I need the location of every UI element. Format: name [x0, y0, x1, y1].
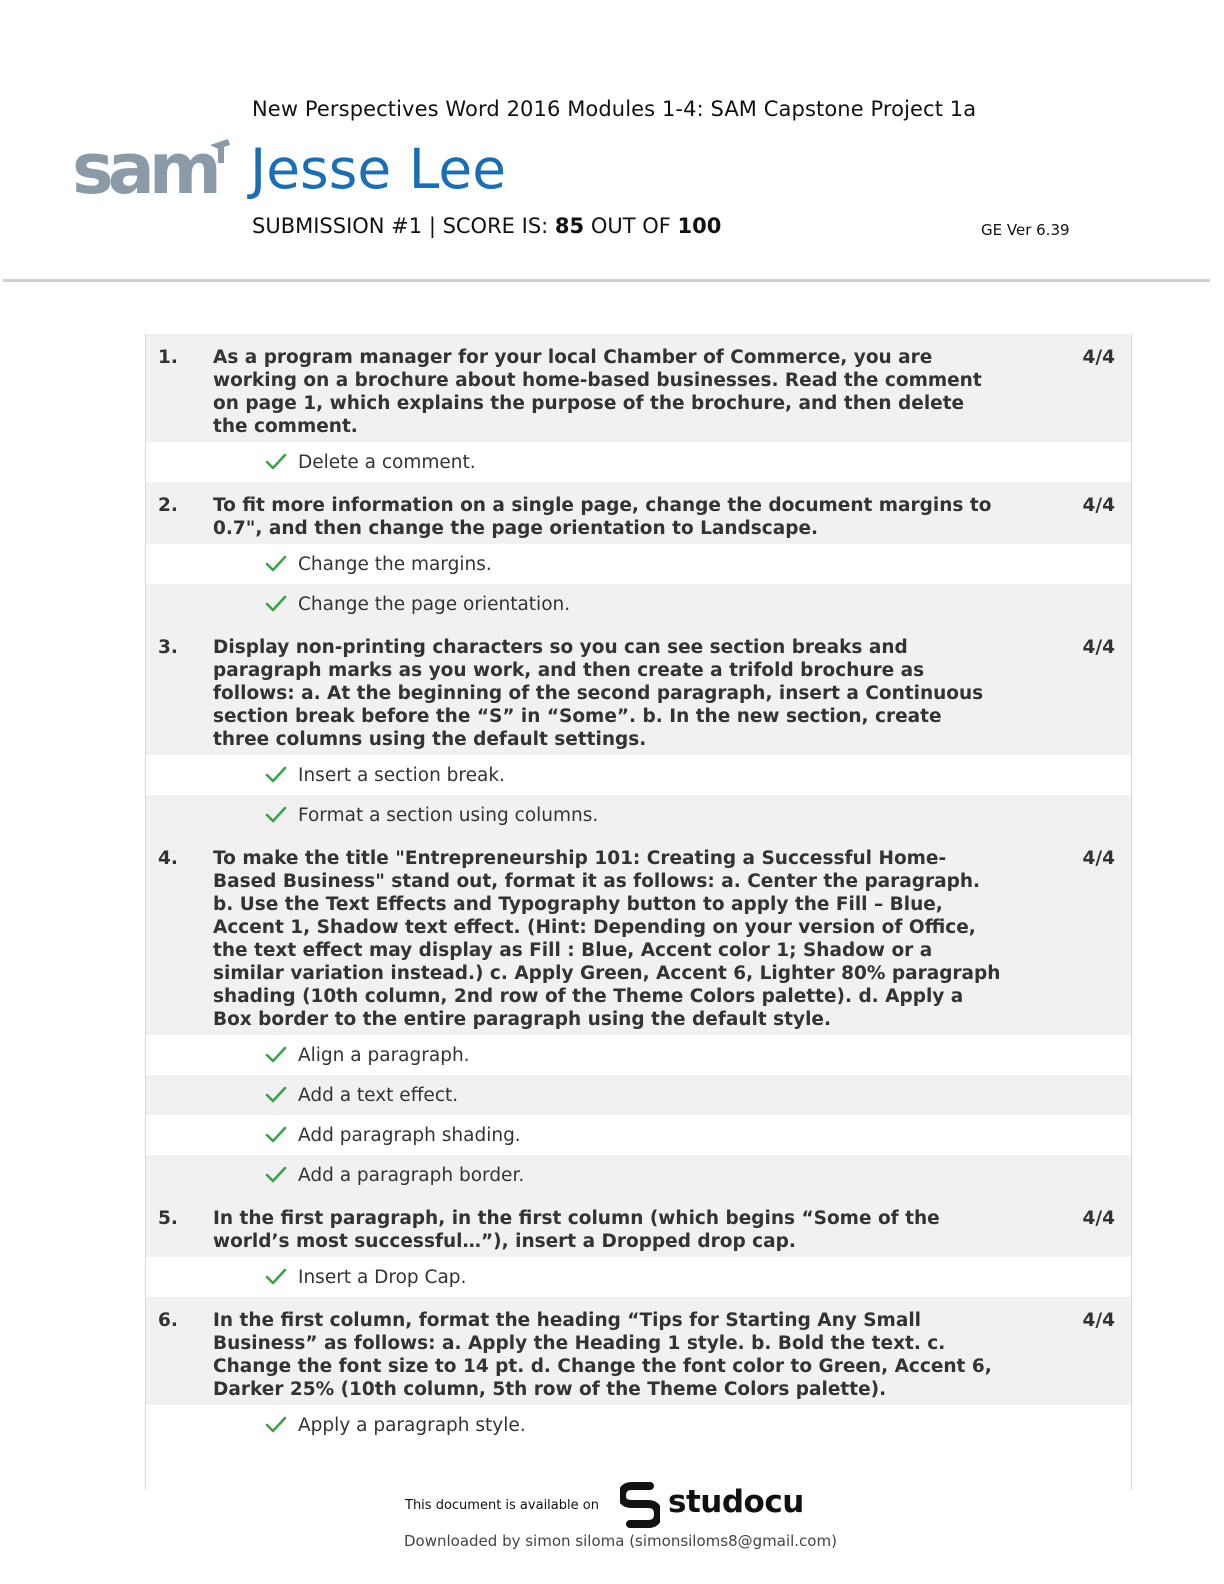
task-number: 4. — [158, 848, 178, 869]
checkmark-icon — [264, 765, 288, 785]
task-number: 5. — [158, 1208, 178, 1229]
subtask-label: Change the page orientation. — [298, 593, 571, 615]
checkmark-icon — [264, 452, 288, 472]
task-number: 2. — [158, 495, 178, 516]
footer-downloaded-by: Downloaded by simon siloma (simonsiloms8@gmail.com) — [404, 1532, 837, 1550]
svg-text:sam: sam — [72, 135, 216, 197]
task-description: In the first column, format the heading “Tips for Starting Any Small Business” as follows: a. Apply the Heading 1 style. b. Bold the text. c. Change the font size to 14 pt. d. Change the font color to Green, Accent 6, Darker 25% (10th column, 5th row of the Theme Colors palette). — [213, 1310, 992, 1400]
checkmark-icon — [264, 1165, 288, 1185]
out-of-label: OUT OF — [584, 214, 678, 238]
subtask-label: Add a paragraph border. — [298, 1164, 525, 1186]
subtask-label: Change the margins. — [298, 553, 492, 575]
task-score: 4/4 — [1082, 848, 1115, 869]
subtask-row — [146, 1075, 1131, 1115]
task-number: 3. — [158, 637, 178, 658]
subtask-label: Format a section using columns. — [298, 804, 599, 826]
checkmark-icon — [264, 1085, 288, 1105]
subtask-row — [146, 1405, 1131, 1445]
task-score: 4/4 — [1082, 1310, 1115, 1331]
checkmark-icon — [264, 1125, 288, 1145]
subtask-row — [146, 1115, 1131, 1155]
studocu-brand[interactable]: studocu — [668, 1484, 804, 1520]
task-row — [146, 1195, 1131, 1257]
subtask-row — [146, 795, 1131, 835]
task-number: 1. — [158, 347, 178, 368]
subtask-row — [146, 584, 1131, 624]
checkmark-icon — [264, 554, 288, 574]
task-row — [146, 482, 1131, 544]
score-value: 85 — [554, 214, 585, 238]
results-list — [145, 334, 1132, 1490]
checkmark-icon — [264, 594, 288, 614]
task-score: 4/4 — [1082, 347, 1115, 368]
checkmark-icon — [264, 805, 288, 825]
task-row — [146, 624, 1131, 755]
task-row — [146, 334, 1131, 442]
task-score: 4/4 — [1082, 1208, 1115, 1229]
sam-logo — [72, 135, 237, 197]
document-title: New Perspectives Word 2016 Modules 1-4: SAM Capstone Project 1a — [252, 97, 977, 121]
checkmark-icon — [264, 1045, 288, 1065]
task-row — [146, 835, 1131, 1035]
task-description: To fit more information on a single page, change the document margins to 0.7", and then change the page orientation to Landscape. — [213, 495, 992, 539]
subtask-row — [146, 1257, 1131, 1297]
subtask-row — [146, 442, 1131, 482]
task-score: 4/4 — [1082, 495, 1115, 516]
score-summary — [252, 214, 721, 238]
header-divider — [3, 279, 1210, 282]
subtask-label: Delete a comment. — [298, 451, 476, 473]
footer-available-text: This document is available on — [405, 1498, 599, 1513]
subtask-label: Insert a section break. — [298, 764, 505, 786]
task-description: As a program manager for your local Chamber of Commerce, you are working on a brochure about home-based businesses. Read the comment on page 1, which explains the purpose of the brochure, and then delete the comment. — [213, 347, 982, 437]
subtask-label: Add a text effect. — [298, 1084, 459, 1106]
task-number: 6. — [158, 1310, 178, 1331]
task-description: Display non-printing characters so you can see section breaks and paragraph marks as you work, and then create a trifold brochure as follows: a. At the beginning of the second paragraph, insert a Continuous section break before the “S” in “Some”. b. In the new section, create three columns using the default settings. — [213, 637, 984, 750]
subtask-label: Add paragraph shading. — [298, 1124, 521, 1146]
checkmark-icon — [264, 1415, 288, 1435]
task-description: In the first paragraph, in the first column (which begins “Some of the world’s most successful…”), insert a Dropped drop cap. — [213, 1208, 940, 1252]
studocu-icon[interactable] — [620, 1482, 660, 1528]
version-label: GE Ver 6.39 — [981, 221, 1070, 239]
student-name: Jesse Lee — [250, 137, 507, 201]
task-score: 4/4 — [1082, 637, 1115, 658]
subtask-label: Apply a paragraph style. — [298, 1414, 526, 1436]
subtask-row — [146, 755, 1131, 795]
max-score-value: 100 — [677, 214, 722, 238]
task-row — [146, 1297, 1131, 1405]
checkmark-icon — [264, 1267, 288, 1287]
submission-label: SUBMISSION #1 | SCORE IS: — [252, 214, 555, 238]
subtask-row — [146, 544, 1131, 584]
subtask-label: Align a paragraph. — [298, 1044, 470, 1066]
subtask-row — [146, 1035, 1131, 1075]
task-description: To make the title "Entrepreneurship 101: Creating a Successful Home-Based Business" stand out, format it as follows: a. Center the paragraph. b. Use the Text Effects and Typography button to apply the Fill – Blue, Accent 1, Shadow text effect. (Hint: Depending on your version of Office, the text effect may display as Fill : Blue, Accent color 1; Shadow or a similar variation instead.) c. Apply Green, Accent 6, Lighter 80% paragraph shading (10th column, 2nd row of the Theme Colors palette). d. Apply a Box border to the entire paragraph using the default style. — [213, 848, 1001, 1030]
subtask-label: Insert a Drop Cap. — [298, 1266, 467, 1288]
subtask-row — [146, 1155, 1131, 1195]
